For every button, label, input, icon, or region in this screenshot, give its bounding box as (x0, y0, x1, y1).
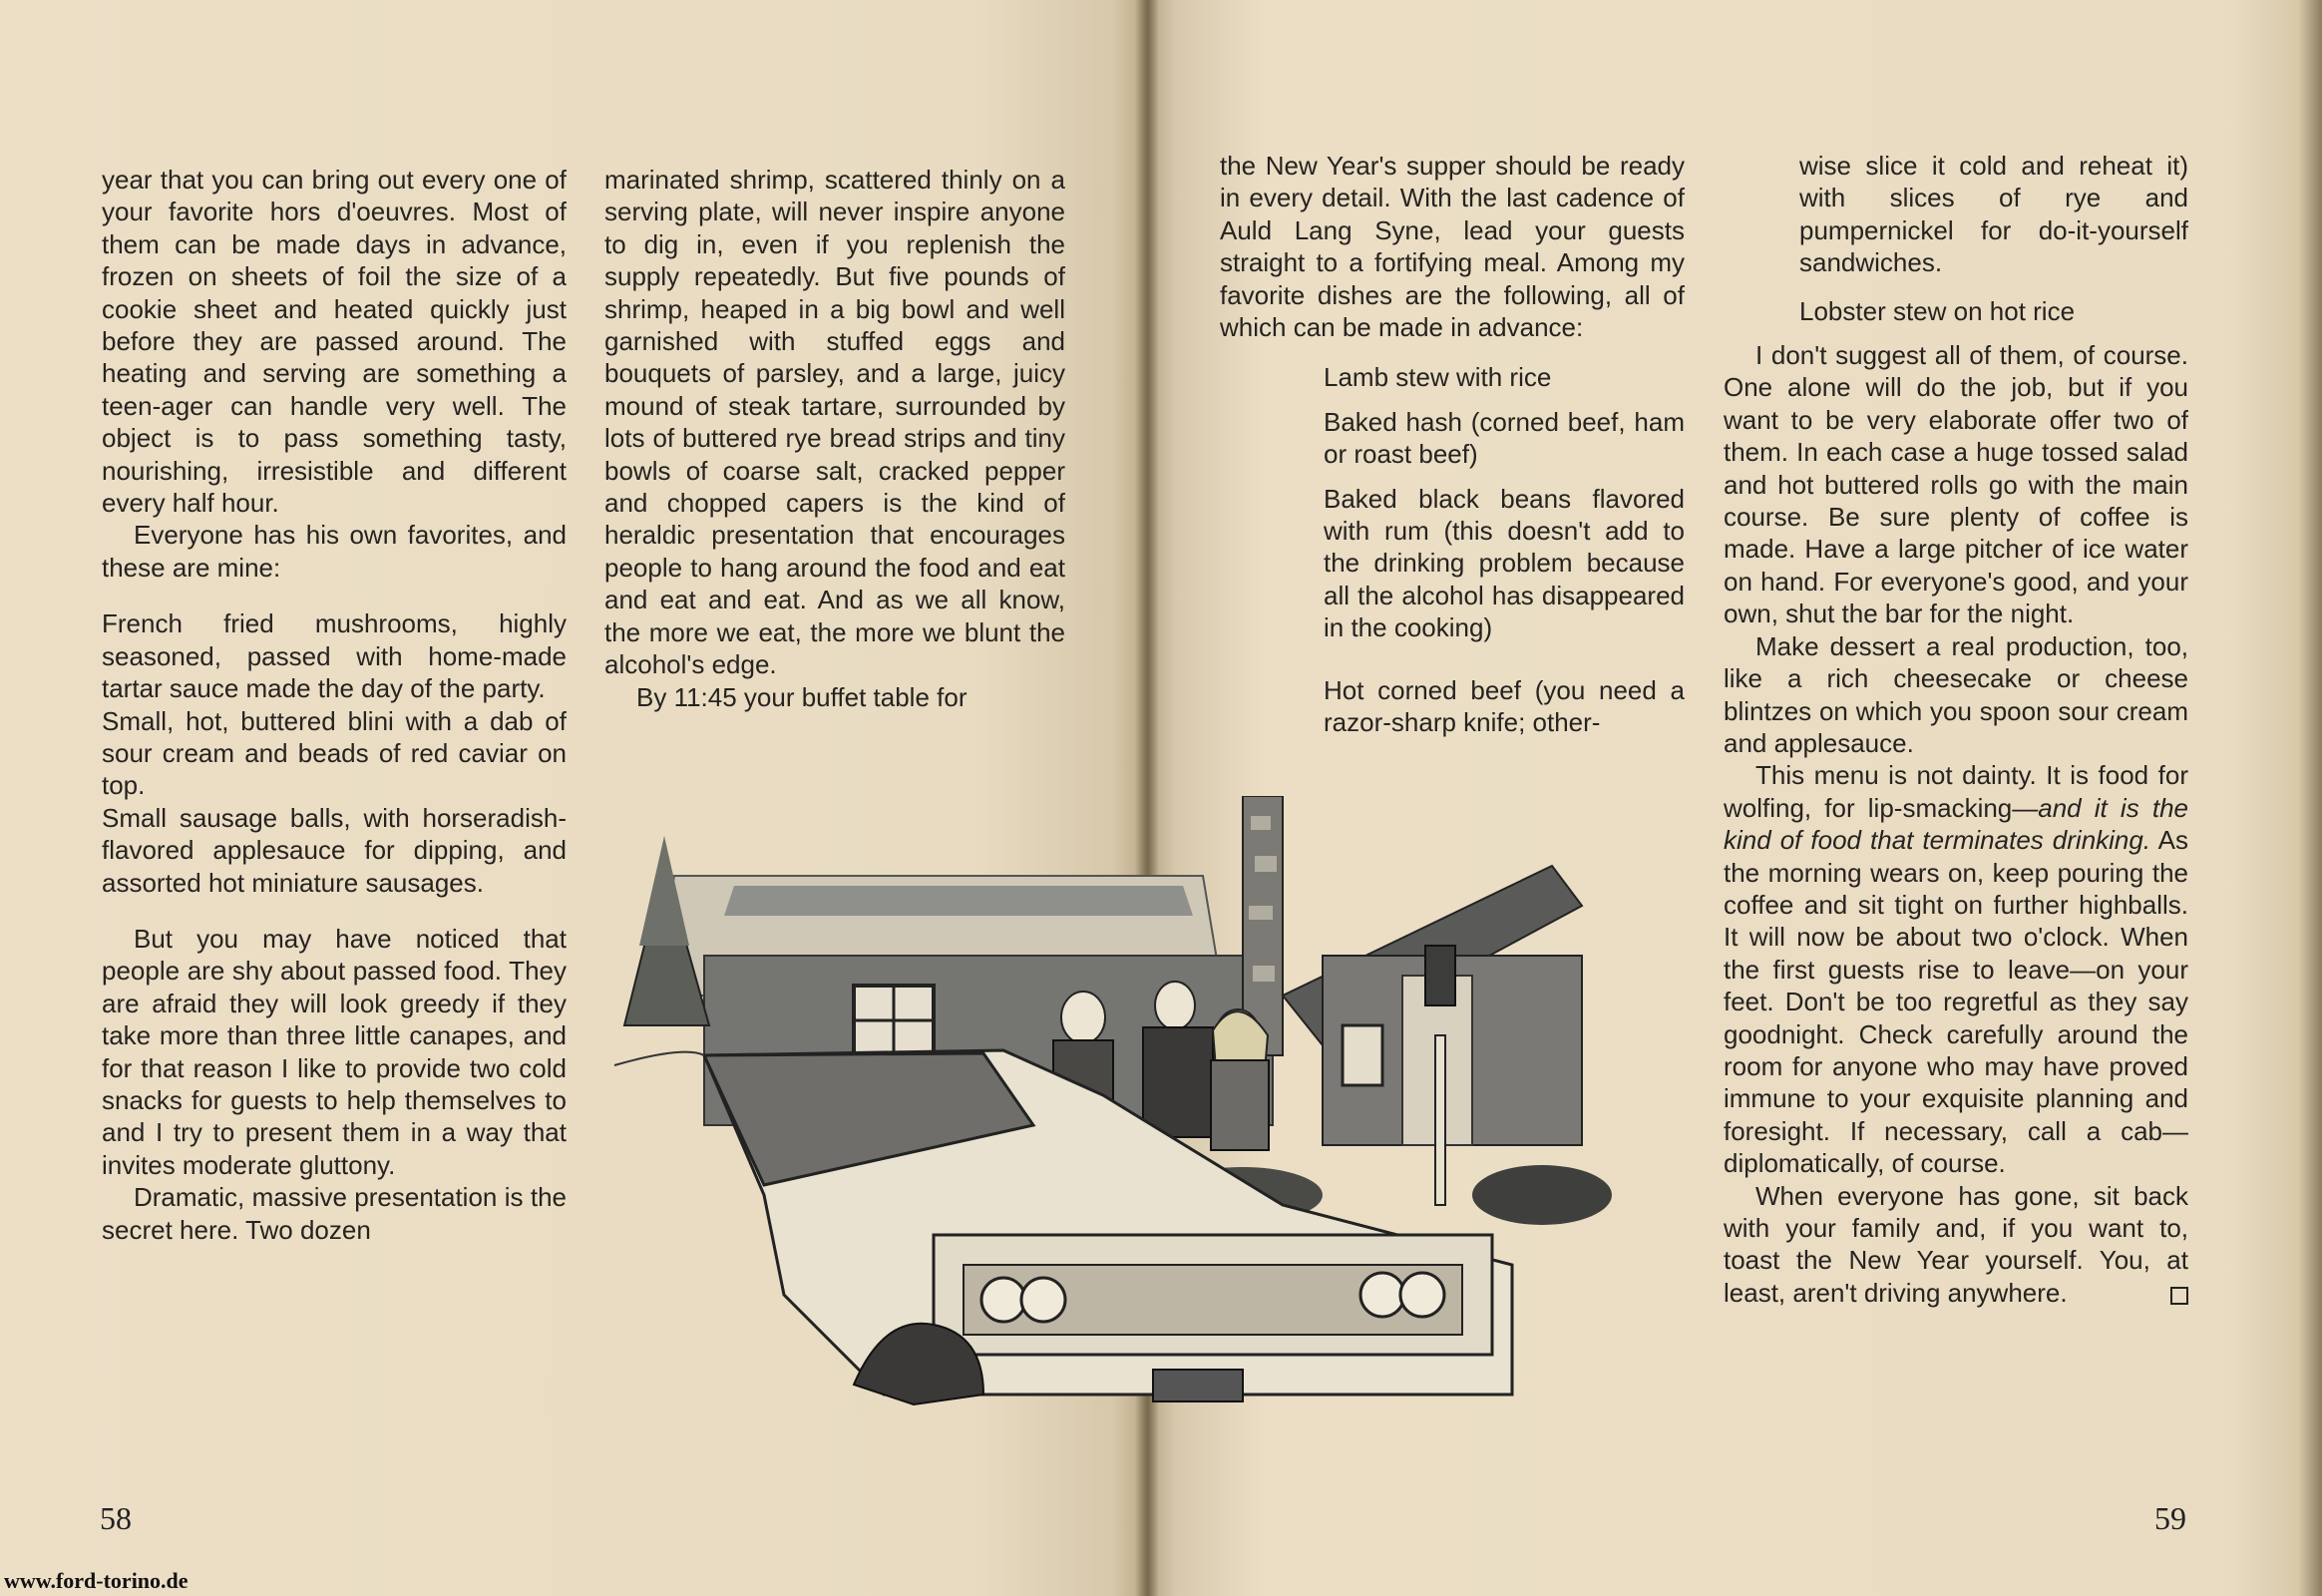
list-item: Lamb stew with rice (1324, 362, 1552, 393)
paragraph: But you may have noticed that people are shy about passed food. They are afraid they will look greedy if they take more than three little canapes, and for that reason I like to provide two cold snacks for guests to help themselves to and I try to present them in a way that invites moderate gluttony. (102, 923, 567, 1180)
paragraph: By 11:45 your buffet table for (636, 681, 968, 712)
page-number-right: 59 (2154, 1500, 2186, 1536)
paragraph: marinated shrimp, scattered thinly on a serving plate, will never inspire anyone to dig in, even if you replenish the supply repeatedly. But five pounds of shrimp, heaped in a big bowl and well garnished with stuffed eggs and bouquets of parsley, and a large, juicy mound of steak tartare, surrounded by lots of buttered rye bread strips and tiny bowls of coarse salt, cracked pepper and chopped capers is the kind of heraldic presentation that encourages people to hang around the food and eat and eat and eat. And as we all know, the more we eat, the more we blunt the alcohol's edge. (604, 165, 1065, 680)
emphasis-text: and it is the kind of food that terminates drinking. (1724, 792, 2188, 856)
left-column-2 (604, 164, 1065, 713)
list-item: Baked hash (corned beef, ham or roast beef) (1324, 406, 1685, 470)
paragraph: year that you can bring out every one of your favorite hors d'oeuvres. Most of them can be made days in advance, frozen on sheets of foil the size of a cookie sheet and heated quickly just before they are passed around. The heating and serving are something a teen-ager can handle very well. The object is to pass something tasty, nourishing, irresistible and different every half hour. (102, 165, 567, 519)
list-item: Baked black beans flavored with rum (this doesn't add to the drinking problem because all the alcohol has disappeared in the cooking) (1324, 483, 1685, 643)
text: This menu is not dainty. It is food for wolfing, for lip-smacking— (1724, 760, 2188, 823)
paragraph: wise slice it cold and reheat it) with slices of rye and pumpernickel for do-it-yourself sandwiches. (1799, 151, 2188, 278)
list-item: Lobster stew on hot rice (1799, 295, 2076, 326)
paragraph: Dramatic, massive presentation is the secret here. Two dozen (102, 1182, 567, 1245)
end-mark-icon (2170, 1287, 2188, 1305)
right-column-2 (1724, 150, 2188, 1309)
paragraph (1724, 759, 2188, 1179)
paragraph: Everyone has his own favorites, and these are mine: (102, 520, 567, 583)
paragraph: Make dessert a real production, too, like a rich cheesecake or cheese blintzes on which you spoon sour cream and applesauce. (1724, 630, 2188, 758)
watermark: www.ford-torino.de (4, 1568, 189, 1593)
text: When everyone has gone, sit back with your family and, if you want to, toast the New Year yourself. You, at least, aren't driving anywhere. (1724, 1180, 2188, 1308)
paragraph: I don't suggest all of them, of course. One alone will do the job, but if you want to be very elaborate offer two of them. In each case a huge tossed salad and hot buttered rolls go with the main course. Be sure plenty of coffee is made. Have a large pitcher of ice water on hand. For everyone's good, and your own, shut the bar for the night. (1724, 340, 2188, 629)
page-number-left: 58 (100, 1500, 132, 1536)
paragraph (1724, 1180, 2188, 1310)
list-item: Small, hot, buttered blini with a dab of sour cream and beads of red caviar on top. (102, 705, 567, 801)
paragraph: the New Year's supper should be ready in every detail. With the last cadence of Auld Lang Syne, lead your guests straight to a fortifying meal. Among my favorite dishes are the following, all of which can be made in advance: (1220, 151, 1685, 343)
right-column-1 (1220, 150, 1685, 751)
list-item: Hot corned beef (you need a razor-sharp knife; other- (1324, 674, 1685, 738)
house-and-car-illustration (584, 796, 1652, 1434)
left-column-1 (102, 164, 567, 1246)
list-item: Small sausage balls, with horseradish-flavored applesauce for dipping, and assorted hot miniature sausages. (102, 802, 567, 898)
text: As the morning wears on, keep pouring the coffee and sit tight on further highballs. It will now be about two o'clock. When the first guests rise to leave—on your feet. Don't be too regretful as they say goodnight. Check carefully around the room for anyone who may have proved immune to your exquisite planning and foresight. If necessary, call a cab—diplomatically, of course. (1724, 825, 2188, 1179)
list-item: French fried mushrooms, highly seasoned, passed with home-made tartar sauce made the day of the party. (102, 608, 567, 704)
